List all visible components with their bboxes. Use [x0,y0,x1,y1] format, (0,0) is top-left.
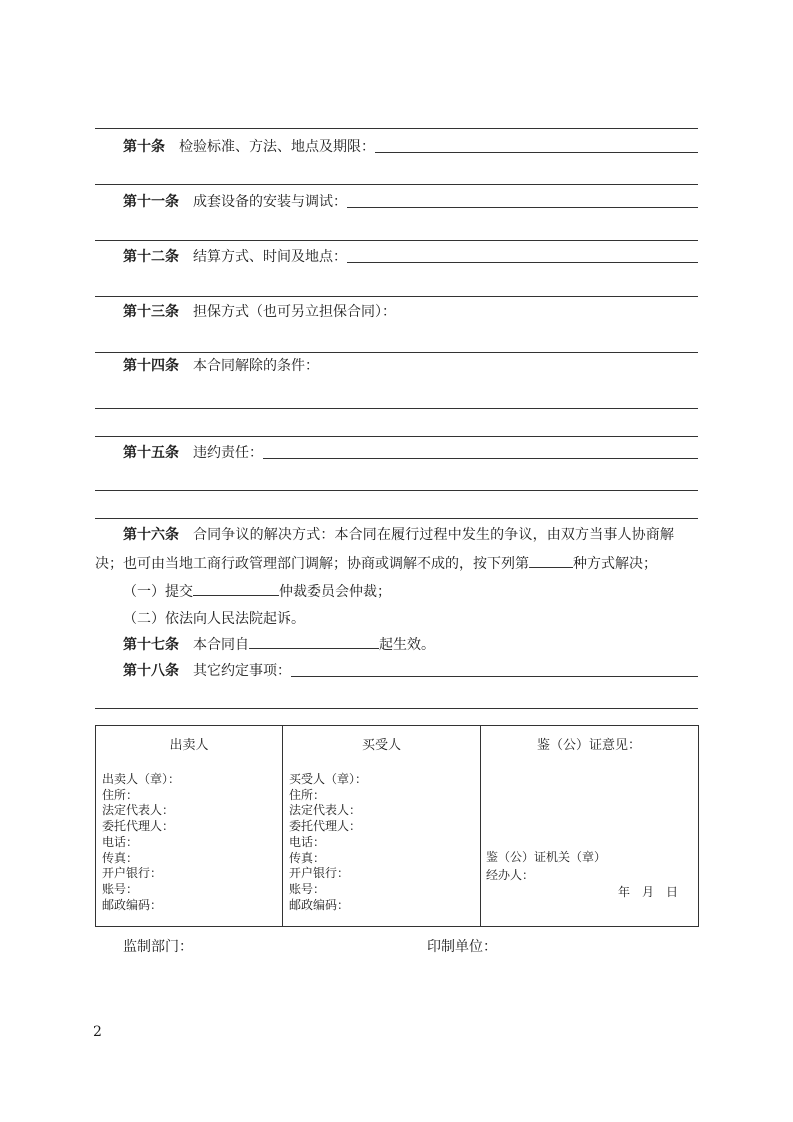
article-17 [123,634,435,655]
buyer-postcode-field[interactable]: 邮政编码： [289,897,350,912]
article-text: 起生效。 [379,637,435,653]
article-11 [123,192,698,212]
article-text: 结算方式、时间及地点： [193,249,347,265]
fill-in-blank[interactable] [291,662,698,677]
article-label: 第十一条 [123,194,179,210]
buyer-fax-field[interactable]: 传真： [289,850,326,865]
divider-line [95,240,698,241]
buyer-header: 买受人 [361,738,401,753]
seller-bank-field[interactable]: 开户银行： [102,866,163,881]
seller-cell [96,726,283,927]
article-text: 种方式解决； [573,556,657,572]
buyer-account-field[interactable]: 账号： [289,881,326,896]
article-10 [123,137,698,157]
notary-handler-field[interactable]: 经办人： [486,868,535,882]
article-text: 成套设备的安装与调试： [193,194,347,210]
article-text: 违约责任： [193,445,263,461]
fill-in-blank[interactable] [347,193,698,208]
fill-in-blank[interactable] [263,444,698,459]
article-label: 第十六条 [123,527,179,543]
article-text: 担保方式（也可另立担保合同）： [193,304,396,320]
buyer-legal-rep-field[interactable]: 法定代表人： [289,803,362,818]
buyer-cell [283,726,481,927]
option-number-blank[interactable] [529,553,573,568]
article-label: 第十八条 [123,663,179,679]
notary-date[interactable]: 年 月 日 [617,885,678,899]
divider-line [95,296,698,297]
fill-in-blank[interactable] [375,138,698,153]
printer-label: 印制单位： [427,939,497,955]
seller-seal-field[interactable]: 出卖人（章）： [102,772,181,786]
seller-postcode-field[interactable]: 邮政编码： [102,897,163,912]
article-label: 第十五条 [123,445,179,461]
article-18 [123,661,698,681]
article-label: 第十七条 [123,637,179,653]
article-12 [123,247,698,267]
article-text: 其它约定事项： [193,663,291,679]
seller-phone-field[interactable]: 电话： [102,834,139,849]
seller-account-field[interactable]: 账号： [102,881,139,896]
article-text: 决；也可由当地工商行政管理部门调解；协商或调解不成的，按下列第 [95,556,529,572]
article-14 [123,356,698,376]
article-text: 本合同解除的条件： [193,358,319,374]
notary-opinion-header: 鉴（公）证意见： [537,738,642,753]
article-text: 合同争议的解决方式：本合同在履行过程中发生的争议，由双方当事人协商解 [193,527,675,543]
buyer-seal-field[interactable]: 买受人（章）： [289,772,368,786]
buyer-agent-field[interactable]: 委托代理人： [289,819,362,834]
divider-line [95,708,698,709]
seller-agent-field[interactable]: 委托代理人： [102,819,175,834]
article-label: 第十三条 [123,304,179,320]
supervisor-label: 监制部门： [123,939,193,955]
divider-line [95,490,698,491]
divider-line [95,128,698,129]
buyer-address-field[interactable]: 住所： [289,787,326,802]
article-13 [123,302,698,322]
divider-line [95,352,698,353]
divider-line [95,408,698,409]
seller-legal-rep-field[interactable]: 法定代表人： [102,803,175,818]
seller-fields [102,772,282,913]
notary-agency-seal[interactable]: 鉴（公）证机关（章） [486,850,607,864]
article-label: 第十四条 [123,358,179,374]
buyer-bank-field[interactable]: 开户银行： [289,866,350,881]
option-text: （一）提交 [123,584,193,600]
divider-line [95,518,698,519]
notary-cell [481,726,699,927]
article-15 [123,443,698,463]
seller-address-field[interactable]: 住所： [102,787,139,802]
article-text: 检验标准、方法、地点及期限： [179,139,375,155]
article-label: 第十条 [123,139,165,155]
arbitration-committee-blank[interactable] [193,581,279,596]
buyer-fields [289,772,480,913]
buyer-phone-field[interactable]: 电话： [289,834,326,849]
fill-in-blank[interactable] [347,248,698,263]
seller-fax-field[interactable]: 传真： [102,850,139,865]
article-text: 本合同自 [193,637,249,653]
article-16 [95,525,698,637]
option-text: 仲裁委员会仲裁； [279,584,391,600]
divider-line [95,436,698,437]
article-label: 第十二条 [123,249,179,265]
page-number: 2 [93,1024,102,1040]
seller-header: 出卖人 [169,738,209,753]
divider-line [95,184,698,185]
option-text: （二）依法向人民法院起诉。 [123,611,305,627]
signature-table [95,725,699,927]
effective-date-blank[interactable] [249,634,379,649]
